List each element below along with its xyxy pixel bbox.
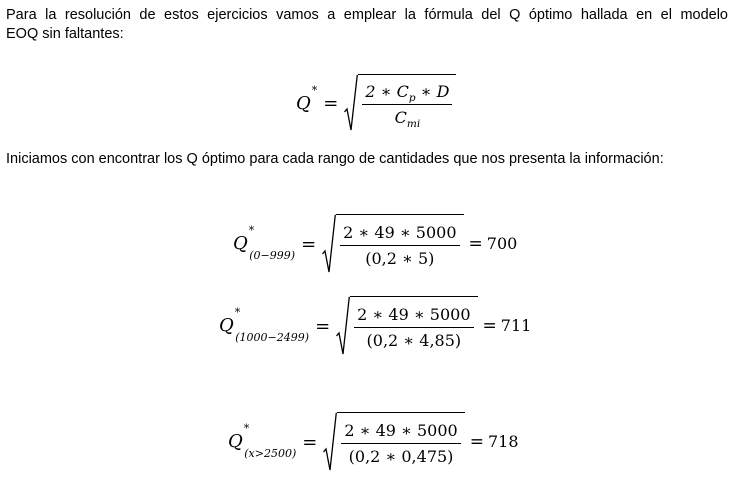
eq1-result-group — [467, 234, 518, 254]
eq3-range-subscript: (x>2500) — [244, 447, 297, 461]
num-part-b: ∗ D — [415, 82, 450, 101]
lead-paragraph: Iniciamos con encontrar los Q óptimo para cada rango de cantidades que nos presenta la información: — [6, 151, 664, 167]
formula-lhs-symbol: Q — [296, 93, 311, 114]
equation-range-2 — [219, 296, 531, 356]
eq3-equals: = — [302, 431, 318, 453]
formula-lhs — [296, 84, 318, 114]
radicand — [358, 74, 456, 132]
eq3-result-equals: = — [469, 432, 484, 452]
formula-fraction — [362, 82, 452, 130]
eq1-equals: = — [301, 233, 317, 255]
eq2-result-equals: = — [482, 316, 497, 336]
eq3-numerator: 2 ∗ 49 ∗ 5000 — [341, 421, 460, 444]
intro-line-2: EOQ sin faltantes: — [6, 26, 124, 42]
radical-sign-icon — [323, 412, 337, 472]
eq1-lhs — [233, 223, 296, 263]
den-cost-subscript: mi — [406, 118, 421, 130]
eq3-fraction — [341, 421, 460, 466]
eq2-range-subscript: (1000−2499) — [235, 331, 310, 345]
formula-equals: = — [323, 92, 339, 114]
equation-range-3 — [228, 412, 519, 472]
eq1-radicand — [336, 214, 463, 274]
eq3-result-group — [468, 432, 519, 452]
eq1-numerator: 2 ∗ 49 ∗ 5000 — [340, 223, 459, 246]
radical-sign-icon — [336, 296, 350, 356]
eq3-lhs-superscript: * — [243, 421, 250, 435]
eq1-denominator: (0,2 ∗ 5) — [365, 249, 435, 268]
eq2-square-root — [336, 296, 477, 356]
eq3-lhs-symbol: Q — [228, 430, 243, 452]
eq3-radicand — [337, 412, 464, 472]
general-eoq-formula — [296, 74, 456, 132]
eq1-lhs-superscript: * — [248, 223, 255, 237]
eq1-result-equals: = — [468, 234, 483, 254]
intro-paragraph — [6, 6, 728, 44]
square-root — [344, 74, 456, 132]
eq1-lhs-symbol: Q — [233, 232, 248, 254]
eq2-radicand — [350, 296, 477, 356]
eq2-result: 711 — [500, 316, 532, 335]
eq3-lhs — [228, 421, 297, 461]
formula-denominator — [394, 105, 421, 130]
formula-numerator — [362, 82, 452, 105]
eq3-denominator: (0,2 ∗ 0,475) — [348, 447, 454, 466]
radical-sign-icon — [344, 74, 358, 132]
eq1-fraction — [340, 223, 459, 268]
num-cost-subscript: p — [408, 92, 416, 104]
eq2-denominator: (0,2 ∗ 4,85) — [366, 331, 462, 350]
eq2-lhs-superscript: * — [234, 305, 241, 319]
formula-lhs-superscript: * — [311, 84, 318, 97]
eq1-result: 700 — [486, 234, 518, 253]
eq2-fraction — [354, 305, 473, 350]
intro-line-1: Para la resolución de estos ejercicios vamos a emplear la fórmula del Q óptimo hallada en el modelo — [6, 7, 728, 23]
den-cost-symbol: C — [394, 108, 407, 127]
eq3-result: 718 — [487, 432, 519, 451]
num-part-a: 2 ∗ — [365, 82, 397, 101]
eq2-equals: = — [315, 315, 331, 337]
num-cost-symbol: C — [396, 82, 409, 101]
radical-sign-icon — [322, 214, 336, 274]
eq1-range-subscript: (0−999) — [249, 249, 296, 263]
eq2-result-group — [481, 316, 532, 336]
eq2-numerator: 2 ∗ 49 ∗ 5000 — [354, 305, 473, 328]
eq2-lhs-symbol: Q — [219, 314, 234, 336]
eq1-square-root — [322, 214, 463, 274]
eq3-square-root — [323, 412, 464, 472]
eq2-lhs — [219, 305, 310, 345]
equation-range-1 — [233, 214, 517, 274]
